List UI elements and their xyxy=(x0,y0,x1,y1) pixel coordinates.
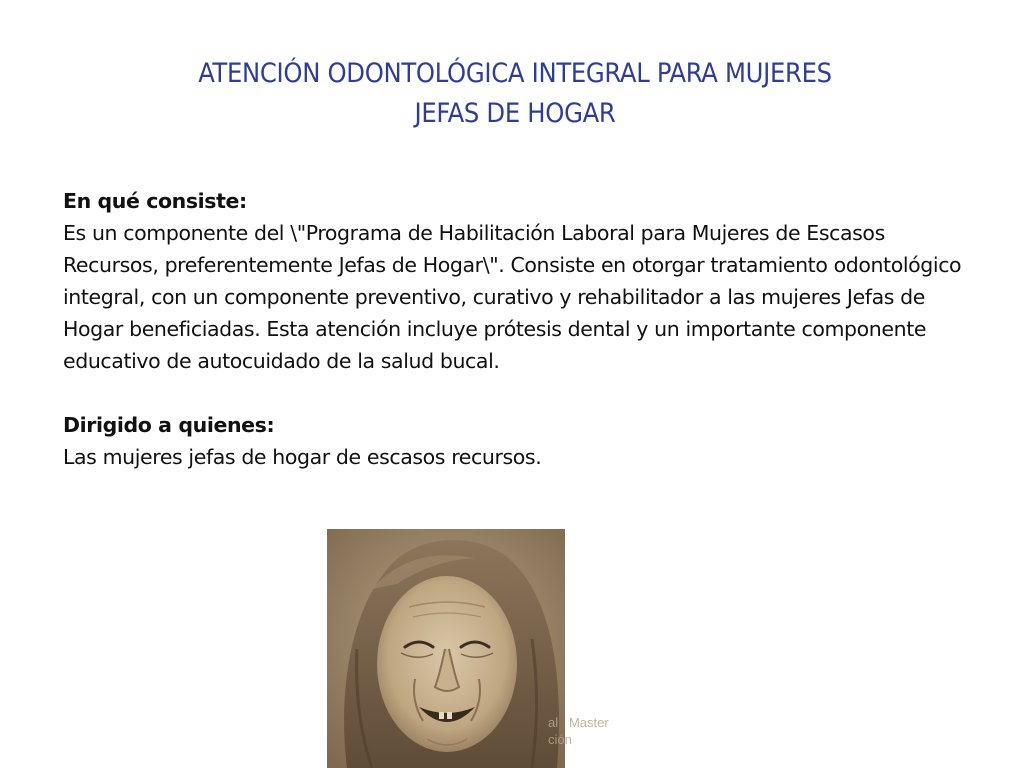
paragraph-spacer xyxy=(63,377,963,409)
section-text-what: Es un componente del \"Programa de Habilitación Laboral para Mujeres de Escasos Recursos, preferentemente Jefas de Hogar\". Consiste en otorgar tratamiento odontológico integral, con un componente preventivo, curativo y rehabilitador a las mujeres Jefas de Hogar beneficiadas. Esta atención incluye prótesis dental y un importante componente educativo de autocuidado de la salud bucal. xyxy=(63,221,962,373)
portrait-photo xyxy=(327,529,565,768)
slide-title xyxy=(60,54,970,134)
slide-body xyxy=(63,185,963,473)
watermark-text xyxy=(548,714,658,748)
title-line-1: ATENCIÓN ODONTOLÓGICA INTEGRAL PARA MUJERES xyxy=(198,58,832,89)
section-heading-what: En qué consiste: xyxy=(63,189,247,213)
portrait-image xyxy=(327,529,565,768)
watermark-line-2: ción xyxy=(548,732,572,747)
section-heading-audience: Dirigido a quienes: xyxy=(63,413,275,437)
section-text-audience: Las mujeres jefas de hogar de escasos recursos. xyxy=(63,445,542,469)
watermark-line-1: al Master xyxy=(548,715,609,730)
title-line-2: JEFAS DE HOGAR xyxy=(414,98,616,129)
